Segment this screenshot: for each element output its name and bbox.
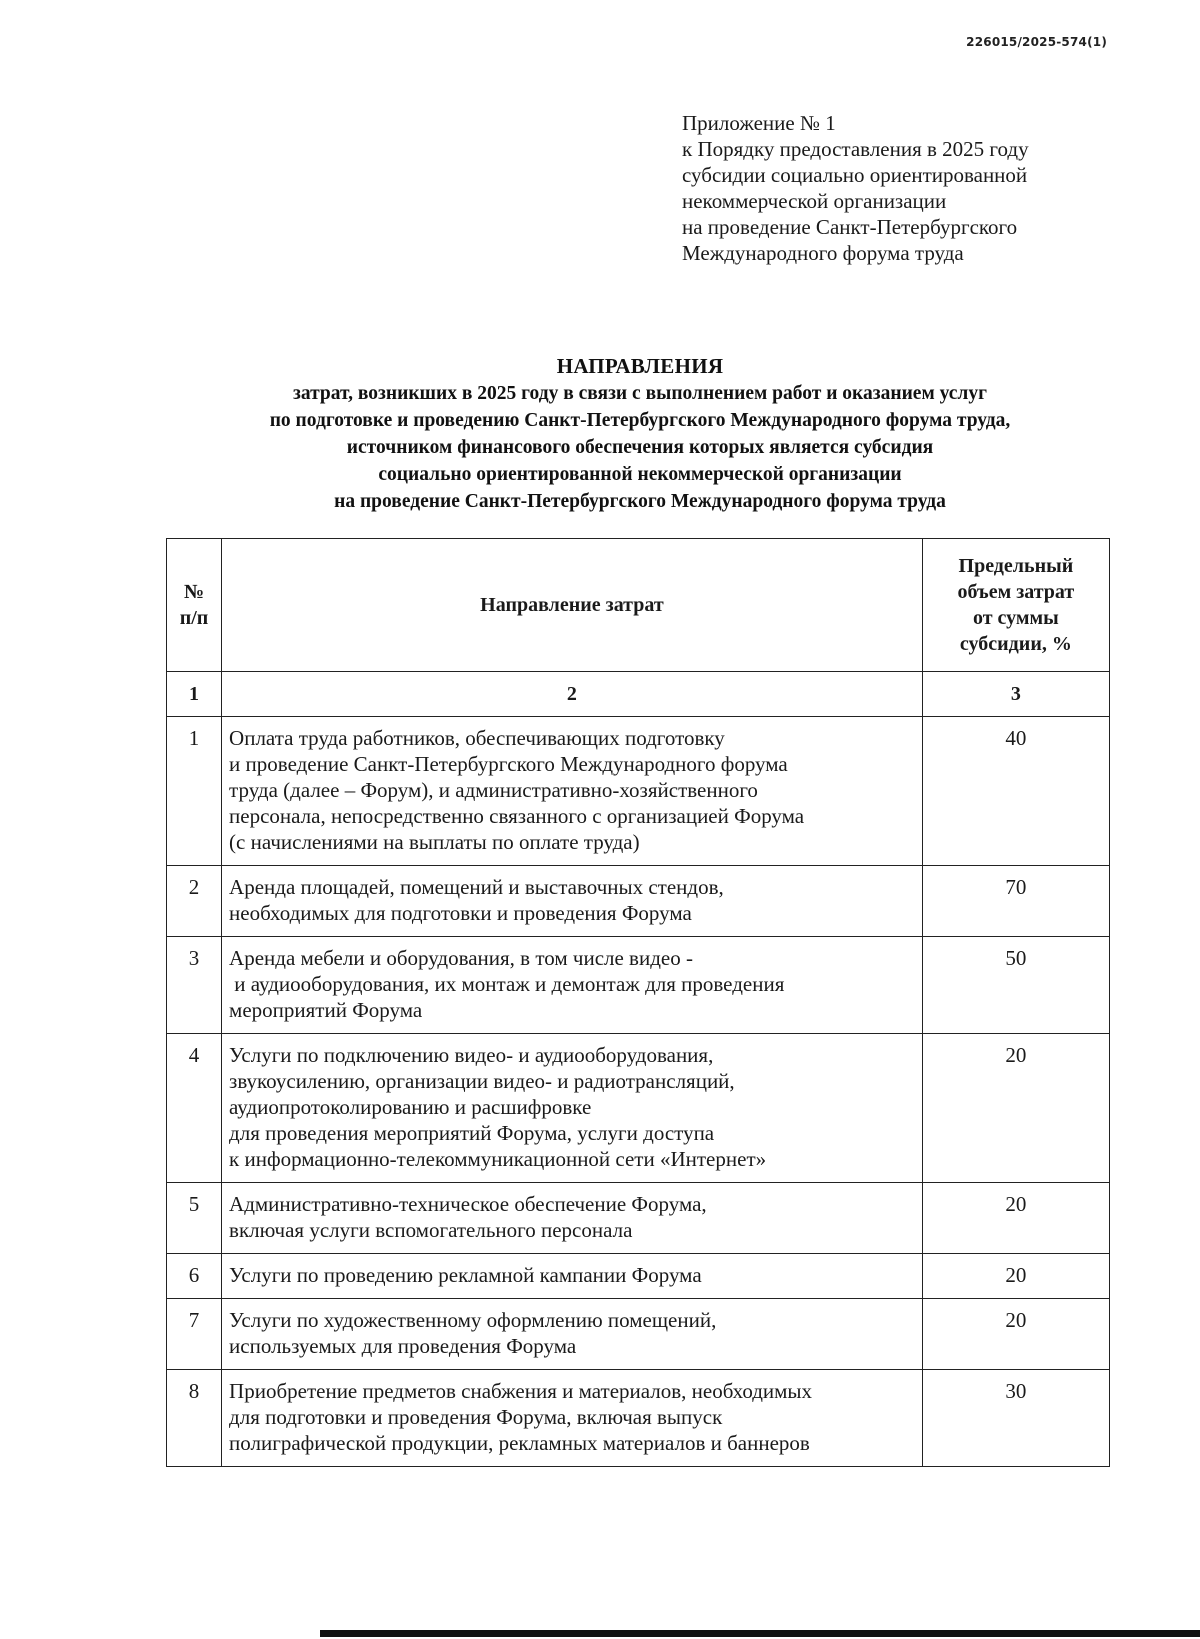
row-limit-percent: 70	[922, 866, 1109, 937]
row-limit-percent: 20	[922, 1183, 1109, 1254]
direction-line: для проведения мероприятий Форума, услуги доступа	[229, 1121, 715, 1145]
row-limit-percent: 30	[922, 1370, 1109, 1467]
header-number: № п/п	[167, 539, 222, 672]
direction-line: Оплата труда работников, обеспечивающих подготовку	[229, 726, 725, 750]
row-limit-percent: 50	[922, 937, 1109, 1034]
document-heading	[0, 352, 1200, 515]
row-direction	[222, 937, 923, 1034]
column-number: 1	[167, 672, 222, 717]
direction-line: Приобретение предметов снабжения и материалов, необходимых	[229, 1379, 813, 1403]
direction-line: Услуги по проведению рекламной кампании Форума	[229, 1263, 702, 1287]
direction-line: Аренда площадей, помещений и выставочных стендов,	[229, 875, 724, 899]
column-number: 3	[922, 672, 1109, 717]
row-number: 4	[167, 1034, 222, 1183]
heading-line: источником финансового обеспечения которых является субсидия	[346, 437, 934, 458]
direction-line: труда (далее – Форум), и административно-хозяйственного	[229, 778, 758, 802]
row-number: 2	[167, 866, 222, 937]
header-direction: Направление затрат	[222, 539, 923, 672]
direction-line: для подготовки и проведения Форума, включая выпуск	[229, 1405, 723, 1429]
direction-line: необходимых для подготовки и проведения Форума	[229, 901, 692, 925]
row-limit-percent: 20	[922, 1299, 1109, 1370]
appendix-line: субсидии социально ориентированной	[682, 163, 1028, 187]
direction-line: используемых для проведения Форума	[229, 1334, 577, 1358]
direction-line: Административно-техническое обеспечение Форума,	[229, 1192, 707, 1216]
direction-line: к информационно-телекоммуникационной сети «Интернет»	[229, 1147, 767, 1171]
row-limit-percent: 20	[922, 1254, 1109, 1299]
direction-line: Услуги по художественному оформлению помещений,	[229, 1308, 717, 1332]
appendix-reference	[682, 110, 1029, 266]
row-direction	[222, 1370, 923, 1467]
row-number: 1	[167, 717, 222, 866]
appendix-line: Приложение № 1	[682, 111, 836, 135]
appendix-line: к Порядку предоставления в 2025 году	[682, 137, 1029, 161]
appendix-line: на проведение Санкт-Петербургского	[682, 215, 1018, 239]
row-direction	[222, 1254, 923, 1299]
document-registration-number: 226015/2025-574(1)	[966, 35, 1107, 49]
row-direction	[222, 1183, 923, 1254]
row-limit-percent: 40	[922, 717, 1109, 866]
column-number-row	[167, 672, 1110, 717]
appendix-line: Международного форума труда	[682, 241, 964, 265]
row-number: 8	[167, 1370, 222, 1467]
direction-line: мероприятий Форума	[229, 998, 423, 1022]
row-limit-percent: 20	[922, 1034, 1109, 1183]
row-direction	[222, 1299, 923, 1370]
table-row	[167, 1254, 1110, 1299]
heading-line: затрат, возникших в 2025 году в связи с выполнением работ и оказанием услуг	[293, 383, 987, 404]
header-limit: Предельный объем затрат от суммы субсидии, %	[922, 539, 1109, 672]
row-direction	[222, 717, 923, 866]
table-header-row	[167, 539, 1110, 672]
row-number: 6	[167, 1254, 222, 1299]
appendix-line: некоммерческой организации	[682, 189, 947, 213]
scan-edge-bar	[320, 1630, 1200, 1637]
direction-line: (с начислениями на выплаты по оплате труда)	[229, 830, 640, 854]
table-row	[167, 1183, 1110, 1254]
column-number: 2	[222, 672, 923, 717]
row-number: 3	[167, 937, 222, 1034]
heading-line: социально ориентированной некоммерческой организации	[378, 464, 902, 485]
document-title: НАПРАВЛЕНИЯ	[556, 354, 724, 378]
direction-line: персонала, непосредственно связанного с организацией Форума	[229, 804, 805, 828]
direction-line: звукоусилению, организации видео- и радиотрансляций,	[229, 1069, 735, 1093]
heading-line: на проведение Санкт-Петербургского Международного форума труда	[334, 491, 946, 512]
cost-directions-table	[166, 538, 1110, 1467]
direction-line: включая услуги вспомогательного персонала	[229, 1218, 633, 1242]
table-row	[167, 1370, 1110, 1467]
direction-line: Услуги по подключению видео- и аудиооборудования,	[229, 1043, 714, 1067]
table-row	[167, 1034, 1110, 1183]
table-row	[167, 1299, 1110, 1370]
direction-line: и аудиооборудования, их монтаж и демонтаж для проведения	[229, 972, 785, 996]
row-direction	[222, 1034, 923, 1183]
table-row	[167, 717, 1110, 866]
heading-line: по подготовке и проведению Санкт-Петербургского Международного форума труда,	[269, 410, 1011, 431]
row-number: 7	[167, 1299, 222, 1370]
direction-line: полиграфической продукции, рекламных материалов и баннеров	[229, 1431, 810, 1455]
row-number: 5	[167, 1183, 222, 1254]
direction-line: аудиопротоколированию и расшифровке	[229, 1095, 592, 1119]
table-row	[167, 937, 1110, 1034]
direction-line: и проведение Санкт-Петербургского Международного форума	[229, 752, 788, 776]
table-row	[167, 866, 1110, 937]
direction-line: Аренда мебели и оборудования, в том числе видео -	[229, 946, 693, 970]
table-body	[167, 717, 1110, 1467]
row-direction	[222, 866, 923, 937]
